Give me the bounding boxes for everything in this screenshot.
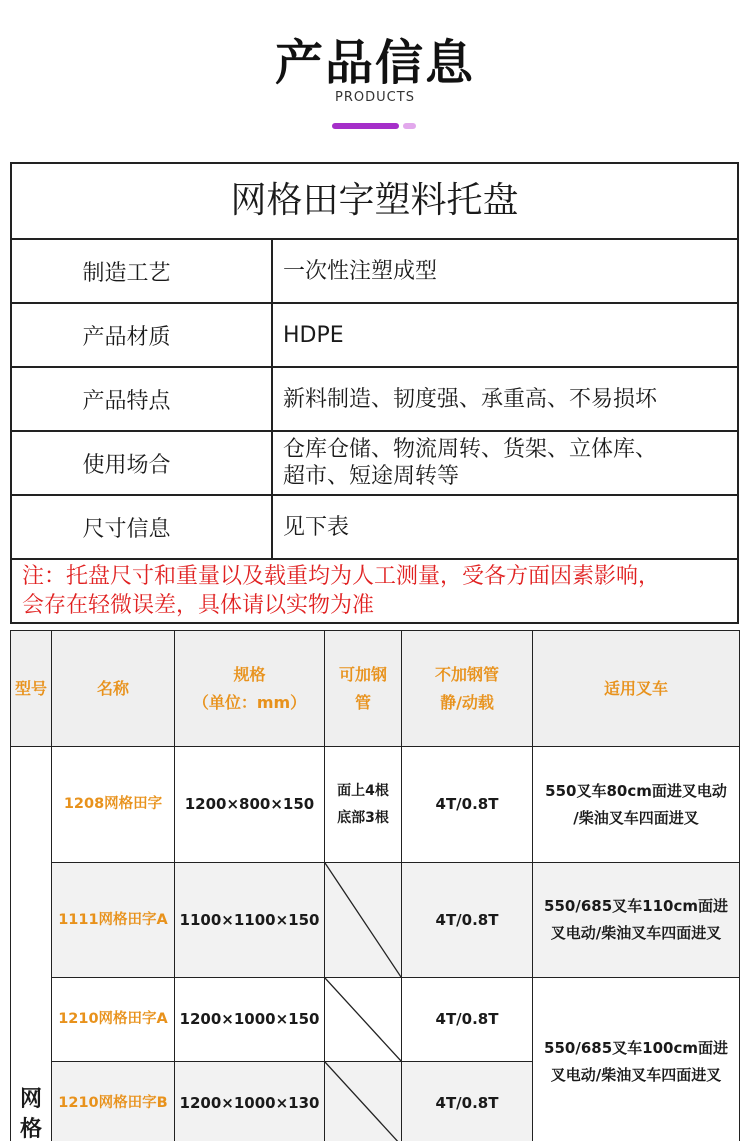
cell-load: 4T/0.8T xyxy=(402,747,533,863)
cell-size: 1200×1000×130 xyxy=(175,1062,325,1141)
cell-load: 4T/0.8T xyxy=(402,978,533,1062)
cell-load: 4T/0.8T xyxy=(402,863,533,978)
spec-header-row xyxy=(11,631,740,747)
table-row xyxy=(11,747,740,863)
cell-size: 1200×1000×150 xyxy=(175,978,325,1062)
col-header-forklift: 适用叉车 xyxy=(533,631,740,747)
cell-name: 1111网格田字A xyxy=(52,863,175,978)
info-title-row xyxy=(12,164,737,238)
type-cell: 网 格 xyxy=(11,747,52,1141)
info-value: HDPE xyxy=(283,322,344,348)
note-line: 注：托盘尺寸和重量以及载重均为人工测量，受各方面因素影响， xyxy=(22,564,661,589)
info-value: 新料制造、韧度强、承重高、不易损坏 xyxy=(283,386,658,412)
info-value-line: 超市、短途周转等 xyxy=(283,464,460,489)
info-label: 产品材质 xyxy=(12,304,273,366)
cell-forklift: 550/685叉车110cm面进 叉电动/柴油叉车四面进叉 xyxy=(533,863,740,978)
section-header xyxy=(0,0,750,160)
table-row xyxy=(11,978,740,1062)
title-underline-dot xyxy=(403,123,416,129)
info-label: 产品特点 xyxy=(12,368,273,430)
note-line: 会存在轻微误差，具体请以实物为准 xyxy=(22,593,375,618)
info-label: 尺寸信息 xyxy=(12,496,273,558)
cell-name: 1208网格田字 xyxy=(52,747,175,863)
col-header-load: 不加钢管 静/动载 xyxy=(402,631,533,747)
info-row-process xyxy=(12,238,737,302)
info-label: 制造工艺 xyxy=(12,240,273,302)
cell-size: 1100×1100×150 xyxy=(175,863,325,978)
spec-table xyxy=(10,630,740,1141)
cell-load: 4T/0.8T xyxy=(402,1062,533,1141)
section-subtitle: PRODUCTS xyxy=(335,90,415,105)
measurement-note xyxy=(12,560,660,622)
product-name: 网格田字塑料托盘 xyxy=(230,180,519,221)
info-label: 使用场合 xyxy=(12,432,273,494)
cell-steel: 面上4根 底部3根 xyxy=(325,747,402,863)
table-row xyxy=(11,863,740,978)
cell-steel-empty xyxy=(325,978,402,1062)
info-row-material xyxy=(12,302,737,366)
col-header-name: 名称 xyxy=(52,631,175,747)
info-row-size xyxy=(12,494,737,558)
info-value: 一次性注塑成型 xyxy=(283,258,438,284)
cell-forklift: 550/685叉车100cm面进 叉电动/柴油叉车四面进叉 xyxy=(533,978,740,1141)
cell-forklift: 550叉车80cm面进叉电动 /柴油叉车四面进叉 xyxy=(533,747,740,863)
product-info-table xyxy=(10,162,739,624)
section-title: 产品信息 xyxy=(274,35,475,91)
info-value-line: 仓库仓储、物流周转、货架、立体库、 xyxy=(283,437,658,462)
cell-name: 1210网格田字A xyxy=(52,978,175,1062)
col-header-type: 型号 xyxy=(11,631,52,747)
info-value: 见下表 xyxy=(283,514,350,540)
info-value xyxy=(273,432,737,494)
info-row-usage xyxy=(12,430,737,494)
col-header-steel: 可加钢 管 xyxy=(325,631,402,747)
title-underline-bar xyxy=(332,123,399,129)
cell-steel-empty xyxy=(325,863,402,978)
info-row-features xyxy=(12,366,737,430)
cell-steel-empty xyxy=(325,1062,402,1141)
info-note-row xyxy=(12,558,737,622)
cell-size: 1200×800×150 xyxy=(175,747,325,863)
cell-name: 1210网格田字B xyxy=(52,1062,175,1141)
col-header-spec: 规格 （单位：mm） xyxy=(175,631,325,747)
